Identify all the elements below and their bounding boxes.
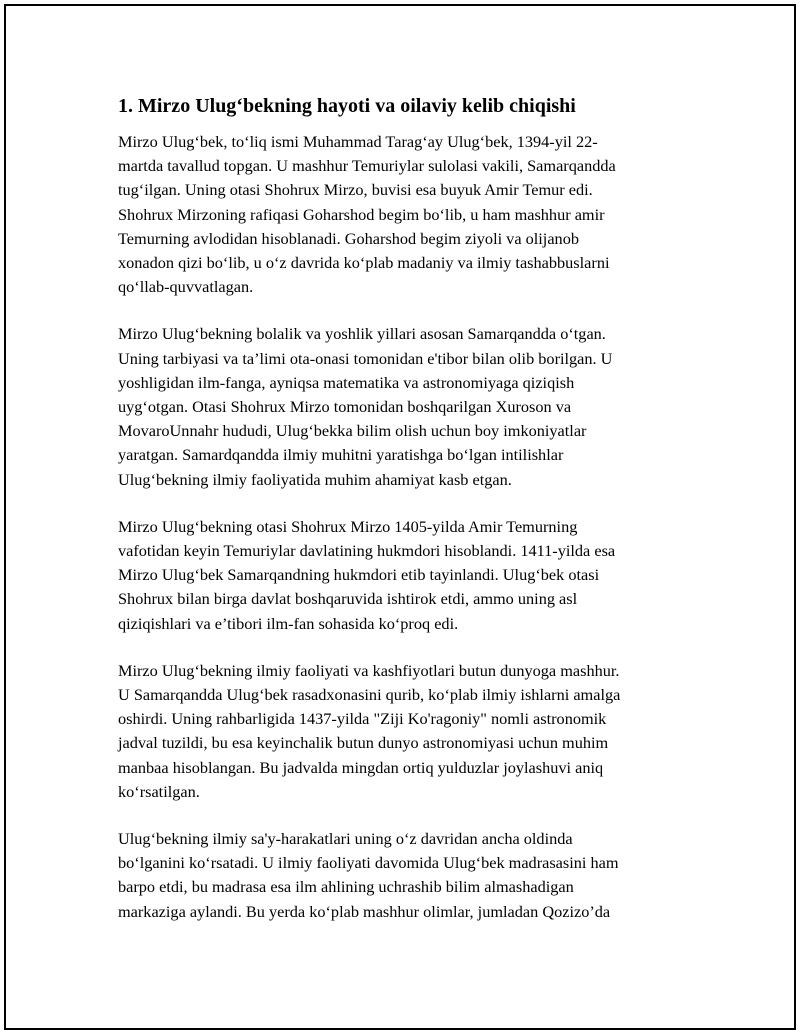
paragraph-3 [118, 515, 698, 636]
paragraph-line: qiziqishlari va e’tibori ilm-fan sohasida ko‘proq edi. [118, 613, 459, 633]
paragraph-1 [118, 130, 698, 299]
paragraph-line: bo‘lganini ko‘rsatadi. U ilmiy faoliyati davomida Ulug‘bek madrasasini ham [118, 853, 619, 873]
paragraph-line: Uning tarbiyasi va ta’limi ota-onasi tomonidan e'tibor bilan olib borilgan. U [118, 348, 613, 368]
paragraph-line: Ulug‘bekning ilmiy sa'y-harakatlari uning o‘z davridan ancha oldinda [118, 829, 573, 849]
paragraph-line: Mirzo Ulug‘bekning ilmiy faoliyati va kashfiyotlari butun dunyoga mashhur. [118, 660, 620, 680]
paragraph-line: yaratgan. Samardqandda ilmiy muhitni yaratishga bo‘lgan intilishlar [118, 445, 564, 465]
paragraph-line: yoshligidan ilm-fanga, ayniqsa matematika va astronomiyaga qiziqish [118, 372, 575, 392]
paragraph-line: ko‘rsatilgan. [118, 781, 200, 801]
paragraph-line: markaziga aylandi. Bu yerda ko‘plab mashhur olimlar, jumladan Qozizo’da [118, 901, 611, 921]
paragraph-line: oshirdi. Uning rahbarligida 1437-yilda "Ziji Ko'ragoniy" nomli astronomik [118, 709, 607, 729]
paragraph-line: Temurning avlodidan hisoblanadi. Goharshod begim ziyoli va olijanob [118, 228, 579, 248]
paragraph-line: barpo etdi, bu madrasa esa ilm ahlining uchrashib bilim almashadigan [118, 877, 574, 897]
paragraph-line: manbaa hisoblangan. Bu jadvalda mingdan ortiq yulduzlar joylashuvi aniq [118, 757, 604, 777]
document-body [118, 92, 698, 947]
paragraph-line: uyg‘otgan. Otasi Shohrux Mirzo tomonidan boshqarilgan Xuroson va [118, 397, 572, 417]
paragraph-line: Mirzo Ulug‘bek Samarqandning hukmdori etib tayinlandi. Ulug‘bek otasi [118, 565, 600, 585]
paragraph-line: tug‘ilgan. Uning otasi Shohrux Mirzo, buvisi esa buyuk Amir Temur edi. [118, 180, 593, 200]
paragraph-line: U Samarqandda Ulug‘bek rasadxonasini qurib, ko‘plab ilmiy ishlarni amalga [118, 685, 621, 705]
paragraph-line: jadval tuzildi, bu esa keyinchalik butun dunyo astronomiyasi uchun muhim [118, 733, 609, 753]
paragraph-line: martda tavallud topgan. U mashhur Temuriylar sulolasi vakili, Samarqandda [118, 156, 616, 176]
paragraph-line: vafotidan keyin Temuriylar davlatining hukmdori hisoblandi. 1411-yilda esa [118, 541, 616, 561]
paragraph-5 [118, 827, 698, 924]
paragraph-4 [118, 659, 698, 804]
section-heading: 1. Mirzo Ulug‘bekning hayoti va oilaviy kelib chiqishi [118, 95, 576, 117]
paragraph-line: Mirzo Ulug‘bekning otasi Shohrux Mirzo 1405-yilda Amir Temurning [118, 516, 578, 536]
paragraph-line: xonadon qizi bo‘lib, u o‘z davrida ko‘plab madaniy va ilmiy tashabbuslarni [118, 253, 610, 273]
paragraph-line: Mirzo Ulug‘bekning bolalik va yoshlik yillari asosan Samarqandda o‘tgan. [118, 324, 606, 344]
paragraph-line: Shohrux bilan birga davlat boshqaruvida ishtirok etdi, ammo uning asl [118, 589, 578, 609]
paragraph-line: Shohrux Mirzoning rafiqasi Goharshod begim bo‘lib, u ham mashhur amir [118, 204, 605, 224]
paragraph-line: MovaroUnnahr hududi, Ulug‘bekka bilim olish uchun boy imkoniyatlar [118, 421, 587, 441]
paragraph-line: qo‘llab-quvvatlagan. [118, 277, 254, 297]
paragraph-line: Mirzo Ulug‘bek, to‘liq ismi Muhammad Tarag‘ay Ulug‘bek, 1394-yil 22- [118, 132, 598, 151]
paragraph-line: Ulug‘bekning ilmiy faoliyatida muhim ahamiyat kasb etgan. [118, 469, 512, 489]
paragraph-2 [118, 322, 698, 491]
